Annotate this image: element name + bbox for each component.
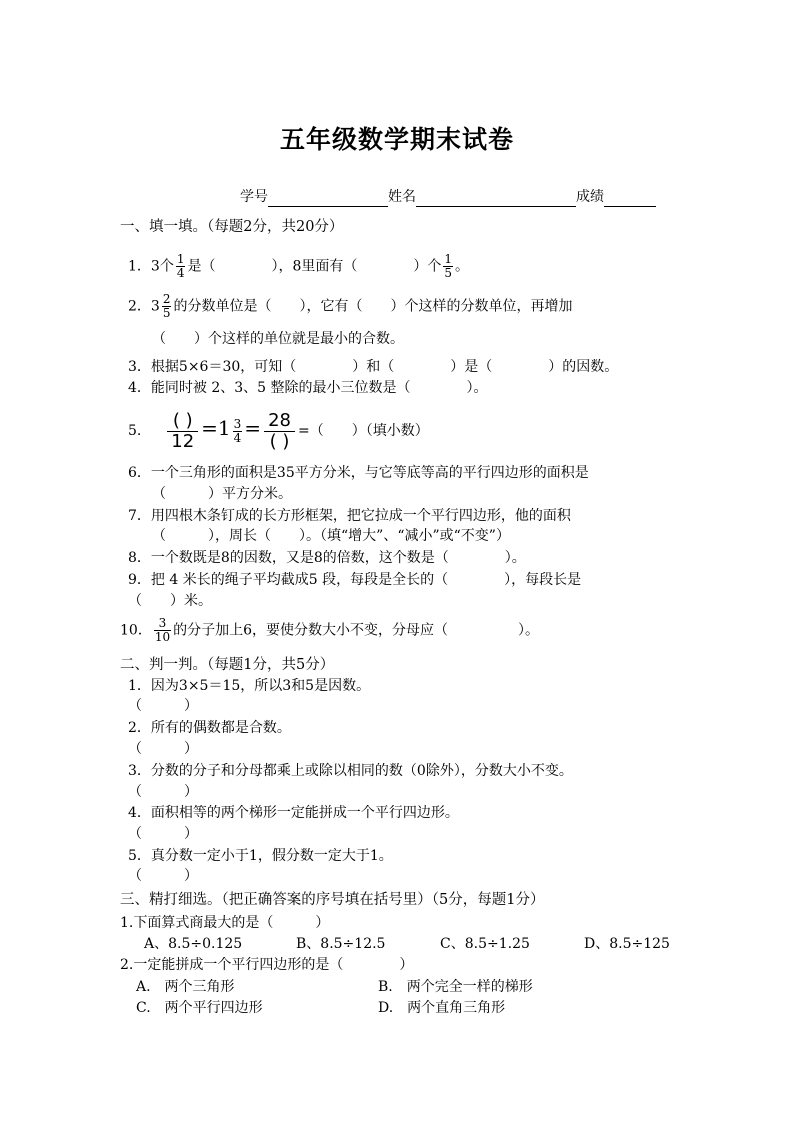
fraction-num: 1 bbox=[176, 252, 185, 266]
choice-question-2: 2.一定能拼成一个平行四边形的是（ ） bbox=[120, 957, 414, 973]
question-1-3: 3．根据5×6＝30，可知（ ）和（ ）是（ ）的因数。 bbox=[128, 359, 619, 375]
fraction-num: 1 bbox=[444, 252, 453, 266]
choice-1-option-a[interactable]: A、8.5÷0.125 bbox=[144, 936, 243, 952]
fraction-den: 10 bbox=[154, 630, 171, 644]
judge-blank-3[interactable]: （ ） bbox=[128, 784, 198, 800]
q1-text-b: 是（ ），8里面有（ ）个 bbox=[187, 258, 442, 275]
question-1-7: 7．用四根木条钉成的长方形框架，把它拉成一个平行四边形，他的面积 bbox=[128, 508, 571, 524]
question-1-2-cont: （ ）个这样的单位就是最小的合数。 bbox=[152, 331, 404, 347]
fraction-3-10 bbox=[154, 617, 171, 644]
section2-heading: 二、判一判。（每题1分，共5分） bbox=[120, 657, 335, 673]
q1-text-a: 1．3个 bbox=[128, 258, 174, 275]
judge-item-2: 2．所有的偶数都是合数。 bbox=[128, 720, 291, 736]
judge-item-4: 4．面积相等的两个梯形一定能拼成一个平行四边形。 bbox=[128, 805, 459, 821]
choice-1-option-b[interactable]: B、8.5÷12.5 bbox=[296, 936, 386, 952]
q2-text-a: 2．3 bbox=[128, 298, 160, 315]
label-xingming: 姓名 bbox=[388, 189, 416, 205]
question-1-6: 6．一个三角形的面积是35平方分米，与它等底等高的平行四边形的面积是 bbox=[128, 465, 589, 481]
student-info-line bbox=[240, 187, 656, 207]
fraction-den: 12 bbox=[171, 430, 195, 452]
fraction-num: 28 bbox=[264, 411, 295, 432]
fraction-den: 5 bbox=[444, 266, 453, 280]
q10-label: 10． bbox=[120, 622, 152, 639]
fraction-num: 2 bbox=[162, 292, 171, 306]
choice-2-option-d[interactable]: D. 两个直角三角形 bbox=[378, 1000, 506, 1016]
question-1-7-cont: （ ），周长（ ）。（填“增大”、“减小”或“不变”） bbox=[152, 528, 510, 544]
question-1-1 bbox=[128, 253, 469, 280]
fraction-1-5 bbox=[443, 253, 453, 280]
judge-blank-2[interactable]: （ ） bbox=[128, 741, 198, 757]
judge-blank-5[interactable]: （ ） bbox=[128, 868, 198, 884]
question-1-9: 9．把 4 米长的绳子平均截成5 段，每段是全长的（ ），每段长是 bbox=[128, 572, 582, 588]
q5-text-b: =（ ）（填小数） bbox=[297, 423, 429, 439]
judge-blank-1[interactable]: （ ） bbox=[128, 698, 198, 714]
question-1-8: 8．一个数既是8的因数，又是8的倍数，这个数是（ ）。 bbox=[128, 550, 526, 566]
fraction-1-4 bbox=[176, 253, 186, 280]
fraction-2-5 bbox=[162, 293, 172, 320]
fraction-blank-12 bbox=[167, 411, 198, 452]
fraction-den: 5 bbox=[162, 306, 171, 320]
q1-text-c: 。 bbox=[455, 258, 470, 275]
choice-2-option-a[interactable]: A. 两个三角形 bbox=[136, 979, 235, 995]
question-1-4: 4．能同时被 2、3、5 整除的最小三位数是（ ）。 bbox=[128, 380, 488, 396]
judge-blank-4[interactable]: （ ） bbox=[128, 826, 198, 842]
choice-2-option-c[interactable]: C. 两个平行四边形 bbox=[136, 1000, 263, 1016]
fraction-num: 3 bbox=[233, 416, 242, 431]
judge-item-1: 1．因为3×5＝15，所以3和5是因数。 bbox=[128, 678, 371, 694]
fraction-28-blank bbox=[264, 411, 295, 452]
choice-1-option-c[interactable]: C、8.5÷1.25 bbox=[440, 936, 530, 952]
question-1-10 bbox=[120, 617, 539, 644]
fraction-num: 3 bbox=[154, 617, 171, 631]
xuehao-blank[interactable] bbox=[268, 192, 388, 207]
q10-text: 的分子加上6，要使分数大小不变，分母应（ ）。 bbox=[173, 622, 540, 639]
section3-heading: 三、精打细选。（把正确答案的序号填在括号里）（5分，每题1分） bbox=[120, 892, 545, 908]
fraction-3-4 bbox=[233, 418, 243, 445]
q5-eq2: = bbox=[244, 416, 262, 440]
question-1-5 bbox=[128, 410, 429, 452]
label-chengji: 成绩 bbox=[576, 189, 604, 205]
fraction-den: 4 bbox=[233, 430, 242, 445]
fraction-den: ( ) bbox=[269, 430, 290, 452]
judge-item-5: 5．真分数一定小于1，假分数一定大于1。 bbox=[128, 848, 393, 864]
fraction-den: 4 bbox=[176, 266, 185, 280]
xingming-blank[interactable] bbox=[416, 192, 576, 207]
question-1-6-cont: （ ）平方分米。 bbox=[152, 486, 292, 502]
choice-question-1: 1.下面算式商最大的是（ ） bbox=[120, 915, 330, 931]
fraction-num: ( ) bbox=[167, 411, 198, 432]
choice-1-option-d[interactable]: D、8.5÷125 bbox=[584, 936, 670, 952]
judge-item-3: 3．分数的分子和分母都乘上或除以相同的数（0除外），分数大小不变。 bbox=[128, 763, 573, 779]
page-title: 五年级数学期末试卷 bbox=[279, 125, 514, 154]
q2-text-b: 的分数单位是（ ），它有（ ）个这样的分数单位，再增加 bbox=[173, 298, 573, 315]
chengji-blank[interactable] bbox=[604, 192, 656, 207]
q5-eq1: =1 bbox=[201, 416, 231, 440]
question-1-9-cont: （ ）米。 bbox=[128, 593, 212, 609]
label-xuehao: 学号 bbox=[240, 189, 268, 205]
q5-label: 5. bbox=[128, 423, 142, 439]
section1-heading: 一、填一填。（每题2分，共20分） bbox=[120, 219, 344, 235]
question-1-2 bbox=[128, 293, 572, 320]
choice-2-option-b[interactable]: B. 两个完全一样的梯形 bbox=[378, 979, 533, 995]
